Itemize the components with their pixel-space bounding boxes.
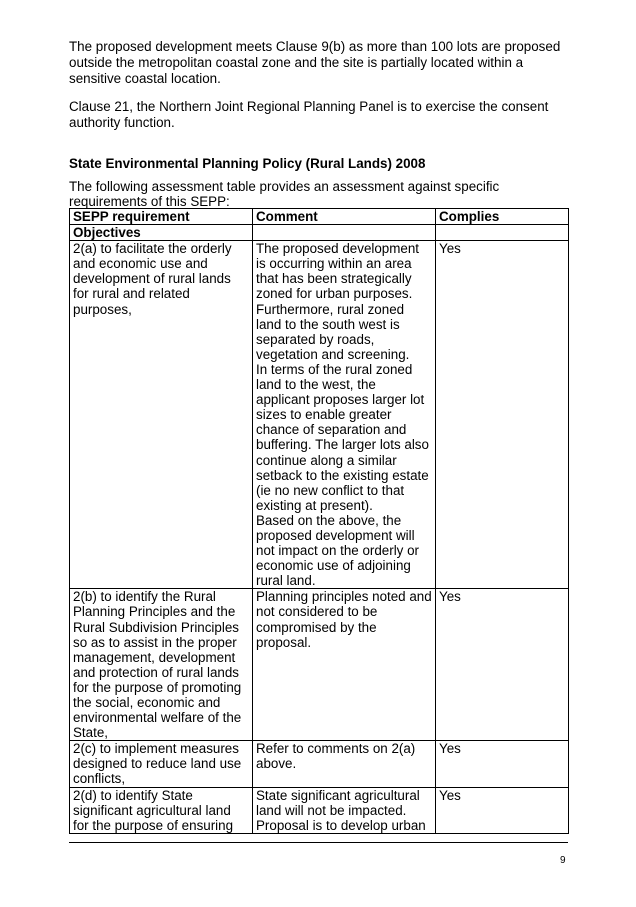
page-number: 9: [560, 855, 566, 866]
sepp-assessment-table: [69, 208, 569, 834]
comment-cell: [253, 241, 436, 589]
table-row: [70, 241, 569, 589]
section-intro: The following assessment table provides an assessment against specific requirements of this SEPP:: [69, 179, 500, 209]
complies-cell: Yes: [436, 787, 569, 833]
table-header-row: [70, 209, 569, 225]
comment-paragraph: The proposed development is occurring within an area that has been strategically zoned for urban purposes. Furthermore, rural zoned land to the south west is separated by roads, vegetation and screening.: [256, 241, 420, 362]
comment-paragraph: Based on the above, the proposed development will not impact on the orderly or economic use of adjoining rural land.: [256, 512, 420, 589]
comment-paragraph: State significant agricultural land will not be impacted. Proposal is to develop urban: [256, 787, 426, 833]
requirement-cell: 2(a) to facilitate the orderly and economic use and development of rural lands for rural and related purposes,: [70, 241, 253, 589]
group-label: Objectives: [70, 225, 253, 241]
header-requirement: SEPP requirement: [70, 209, 253, 225]
table-row: [70, 589, 569, 741]
comment-paragraph: In terms of the rural zoned land to the west, the applicant proposes larger lot sizes to enable greater chance of separation and buffering. The larger lots also continue along a similar setback to the existing estate (ie no new conflict to that existing at present).: [256, 361, 429, 513]
table-row: [70, 787, 569, 833]
comment-cell: [253, 589, 436, 741]
comment-cell: [253, 787, 436, 833]
footer-divider: [69, 842, 568, 843]
complies-cell: Yes: [436, 589, 569, 741]
comment-paragraph: Planning principles noted and not considered to be compromised by the proposal.: [256, 589, 432, 650]
table-group-row: [70, 225, 569, 241]
requirement-cell: 2(b) to identify the Rural Planning Principles and the Rural Subdivision Principles so as to assist in the proper management, development and protection of rural lands for the purpose of promoting the social, economic and environmental welfare of the State,: [70, 589, 253, 741]
requirement-cell: 2(c) to implement measures designed to reduce land use conflicts,: [70, 741, 253, 787]
paragraph-clause-21: Clause 21, the Northern Joint Regional Planning Panel is to exercise the consent authority function.: [69, 99, 549, 130]
comment-cell: [253, 741, 436, 787]
complies-cell: Yes: [436, 241, 569, 589]
complies-cell: Yes: [436, 741, 569, 787]
section-heading: State Environmental Planning Policy (Rural Lands) 2008: [69, 156, 426, 171]
header-complies: Complies: [436, 209, 569, 225]
paragraph-clause-9b: The proposed development meets Clause 9(b) as more than 100 lots are proposed outside the metropolitan coastal zone and the site is partially located within a sensitive coastal location.: [69, 39, 561, 86]
table-row: [70, 741, 569, 787]
comment-paragraph: Refer to comments on 2(a) above.: [256, 741, 416, 772]
requirement-cell: 2(d) to identify State significant agricultural land for the purpose of ensuring: [70, 787, 253, 833]
header-comment: Comment: [253, 209, 436, 225]
